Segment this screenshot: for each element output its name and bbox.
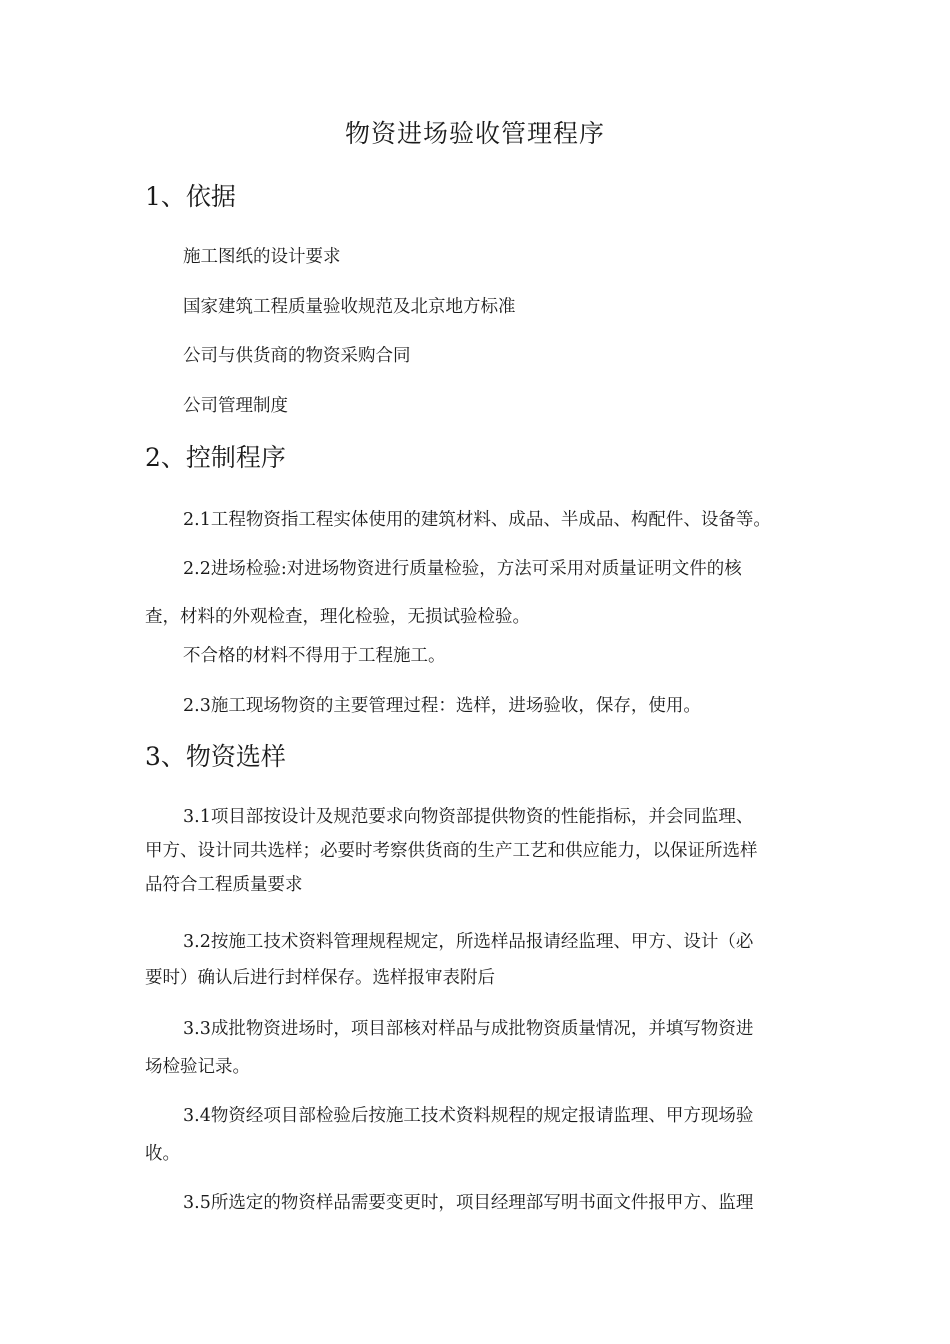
paragraph-line: 场检验记录。 [145,1057,250,1077]
paragraph-line: 3.2按施工技术资料管理规程规定，所选样品报请经监理、甲方、设计（必 [183,932,754,952]
basis-item-2: 国家建筑工程质量验收规范及北京地方标准 [183,297,516,317]
paragraph-line: 查，材料的外观检查，理化检验，无损试验检验。 [145,607,530,627]
section-2-heading: 2、控制程序 [145,443,286,472]
paragraph-line: 3.5所选定的物资样品需要变更时，项目经理部写明书面文件报甲方、监理 [183,1193,754,1213]
section-3-heading: 3、物资选样 [145,742,286,771]
paragraph-3-4 [145,1099,810,1171]
paragraph-3-5 [145,1186,810,1220]
paragraph-line: 3.1项目部按设计及规范要求向物资部提供物资的性能指标，并会同监理、 [183,807,754,827]
paragraph-3-2 [145,925,810,995]
paragraph-2-3: 2.3施工现场物资的主要管理过程：选样，进场验收，保存，使用。 [183,696,701,716]
section-1-heading: 1、依据 [145,182,236,211]
paragraph-line: 3.4物资经项目部检验后按施工技术资料规程的规定报请监理、甲方现场验 [183,1106,754,1126]
paragraph-line: 收。 [145,1144,180,1164]
basis-item-1: 施工图纸的设计要求 [183,247,341,267]
paragraph-line: 品符合工程质量要求 [145,875,303,895]
document-title: 物资进场验收管理程序 [344,119,605,148]
paragraph-line: 3.3成批物资进场时，项目部核对样品与成批物资质量情况，并填写物资进 [183,1019,754,1039]
paragraph-2-2 [145,552,810,634]
paragraph-2-2-note: 不合格的材料不得用于工程施工。 [183,646,446,666]
paragraph-line: 2.2进场检验:对进场物资进行质量检验，方法可采用对质量证明文件的核 [183,559,742,579]
basis-item-4: 公司管理制度 [183,396,288,416]
paragraph-3-3 [145,1012,810,1084]
basis-item-3: 公司与供货商的物资采购合同 [183,346,411,366]
paragraph-3-1 [145,800,810,902]
paragraph-2-1: 2.1工程物资指工程实体使用的建筑材料、成品、半成品、构配件、设备等。 [183,510,771,530]
paragraph-line: 要时）确认后进行封样保存。选样报审表附后 [145,968,495,988]
paragraph-line: 甲方、设计同共选样；必要时考察供货商的生产工艺和供应能力，以保证所选样 [145,841,758,861]
